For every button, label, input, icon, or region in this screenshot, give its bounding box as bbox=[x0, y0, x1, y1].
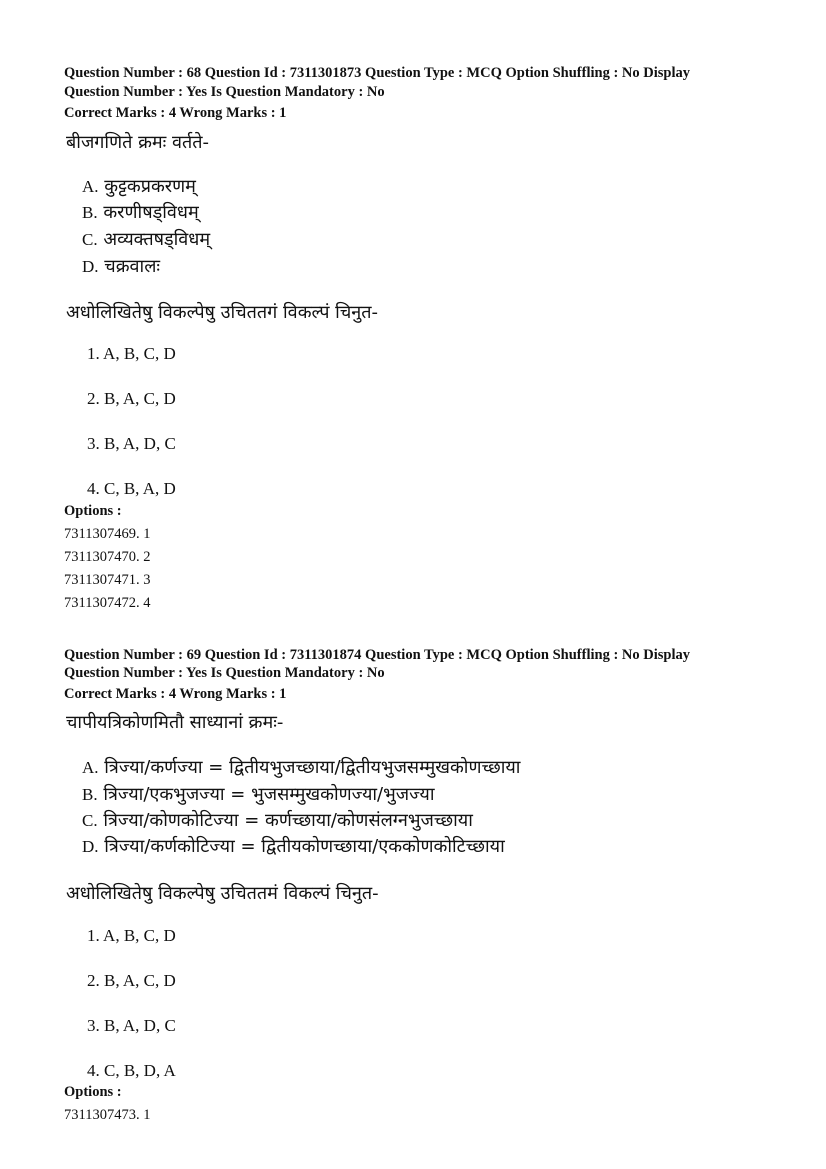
choice-1: 1. A, B, C, D bbox=[87, 926, 176, 945]
instruction-text: अधोलिखितेषु विकल्पेषु उचिततगं विकल्पं चिनुत- bbox=[66, 302, 379, 323]
options-heading: Options : bbox=[64, 1084, 122, 1100]
option-id: 7311307469. 1 bbox=[64, 526, 151, 542]
question-text: बीजगणिते क्रमः वर्तते- bbox=[66, 132, 210, 153]
choice-3: 3. B, A, D, C bbox=[87, 1016, 176, 1035]
statement-d-clip bbox=[0, 250, 826, 273]
statement-c: C. त्रिज्या/कोणकोटिज्या = कर्णच्छाया/कोणसंलग्नभुजच्छाया bbox=[82, 810, 473, 831]
choice-3: 3. B, A, D, C bbox=[87, 434, 176, 453]
choice-4: 4. C, B, A, D bbox=[87, 479, 176, 498]
statement-b: B. त्रिज्या/एकभुजज्या = भुजसम्मुखकोणज्या/भुजज्या bbox=[82, 784, 435, 805]
question-header-line2: Question Number : Yes Is Question Mandatory : No bbox=[64, 665, 385, 681]
option-id: 7311307473. 1 bbox=[64, 1107, 151, 1123]
statement-c: C. अव्यक्तषड्विधम् bbox=[82, 229, 211, 250]
choice-2: 2. B, A, C, D bbox=[87, 389, 176, 408]
question-header-line1: Question Number : 69 Question Id : 7311301874 Question Type : MCQ Option Shuffling : No Display bbox=[64, 647, 690, 663]
option-id: 7311307470. 2 bbox=[64, 549, 151, 565]
option-id: 7311307472. 4 bbox=[64, 595, 151, 611]
statement-b: B. करणीषड्विधम् bbox=[82, 202, 199, 223]
choice-4: 4. C, B, D, A bbox=[87, 1061, 176, 1080]
marks-info: Correct Marks : 4 Wrong Marks : 1 bbox=[64, 105, 287, 121]
question-text: चापीयत्रिकोणमितौ साध्यानां क्रमः- bbox=[66, 712, 284, 733]
marks-info: Correct Marks : 4 Wrong Marks : 1 bbox=[64, 686, 287, 702]
question-header-line1: Question Number : 68 Question Id : 7311301873 Question Type : MCQ Option Shuffling : No Display bbox=[64, 65, 690, 81]
option-id: 7311307471. 3 bbox=[64, 572, 151, 588]
instruction-text: अधोलिखितेषु विकल्पेषु उचिततमं विकल्पं चिनुत- bbox=[66, 883, 379, 904]
statement-a: A. कुट्टकप्रकरणम् bbox=[82, 176, 196, 197]
statement-d: D. त्रिज्या/कर्णकोटिज्या = द्वितीयकोणच्छाया/एककोणकोटिच्छाया bbox=[82, 836, 505, 857]
options-heading: Options : bbox=[64, 503, 122, 519]
choice-2: 2. B, A, C, D bbox=[87, 971, 176, 990]
choice-1: 1. A, B, C, D bbox=[87, 344, 176, 363]
statement-d: D. चक्रवालः bbox=[82, 256, 161, 273]
statement-a: A. त्रिज्या/कर्णज्या = द्वितीयभुजच्छाया/द्वितीयभुजसम्मुखकोणच्छाया bbox=[82, 757, 521, 778]
question-header-line2: Question Number : Yes Is Question Mandatory : No bbox=[64, 84, 385, 100]
